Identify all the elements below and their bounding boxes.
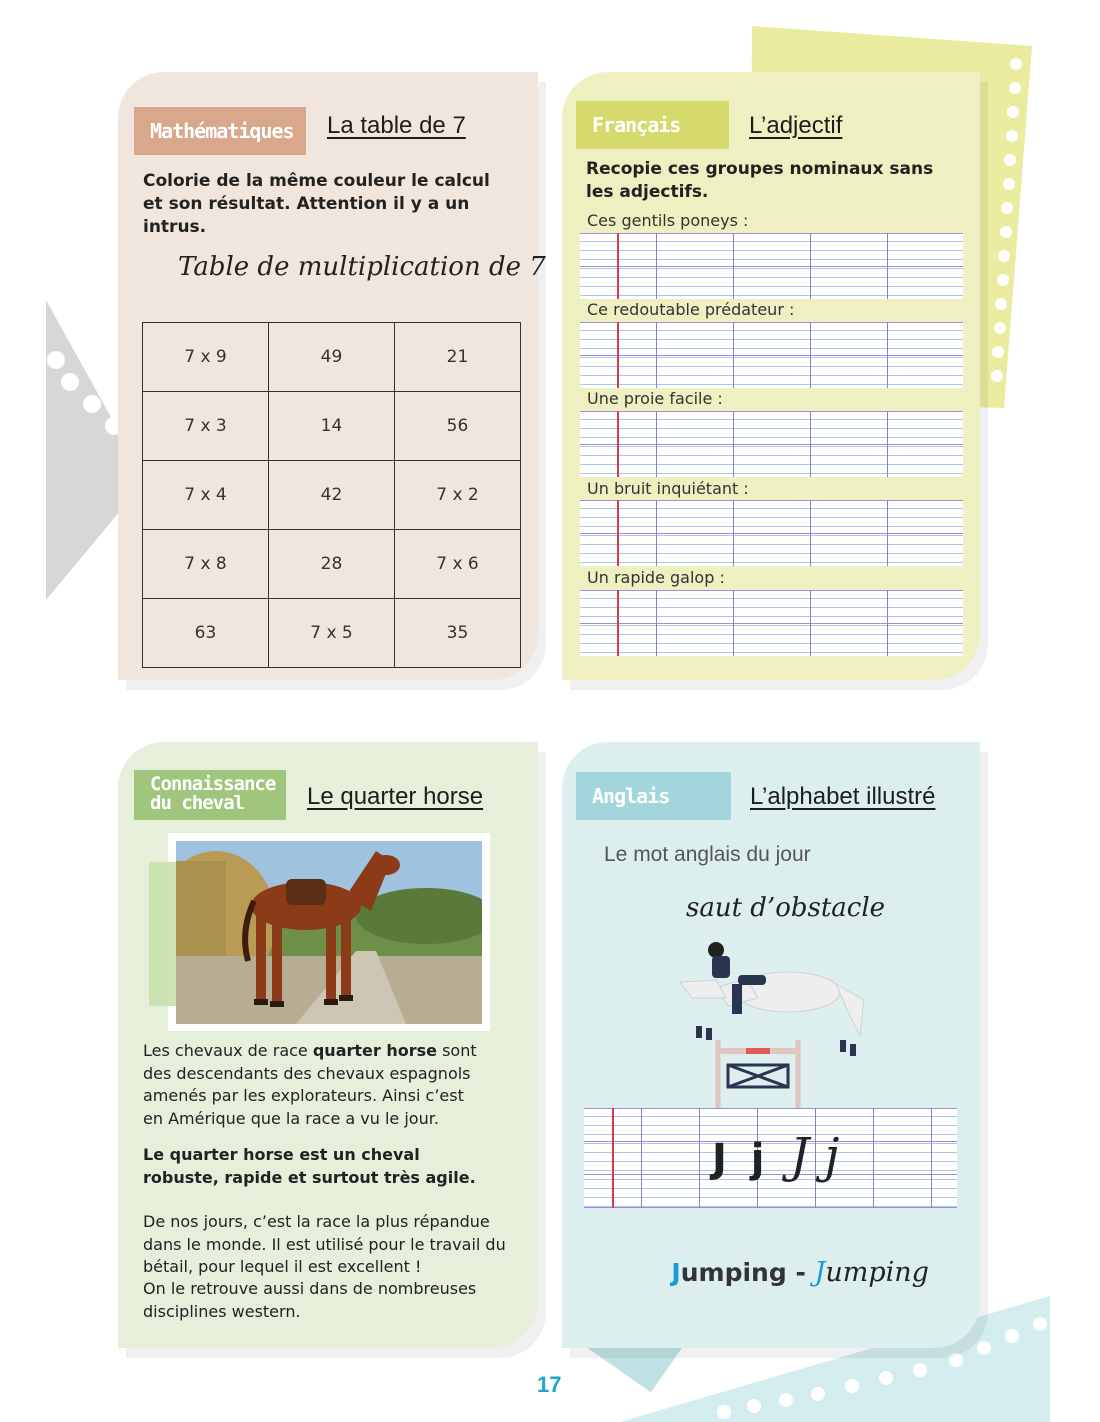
page-number: 17 (537, 1372, 562, 1397)
francais-prompt-2: Ce redoutable prédateur : (587, 300, 795, 319)
cheval-paragraph-4: On le retrouve aussi dans de nombreuses disciplines western. (143, 1279, 477, 1321)
table-cell[interactable]: 7 x 5 (269, 599, 395, 668)
multiplication-table (142, 322, 521, 668)
horse-photo (176, 841, 482, 1024)
table-row (143, 392, 521, 461)
cheval-tag-line2: du cheval (150, 792, 244, 814)
anglais-subject-tag: Anglais (576, 772, 731, 820)
francais-prompt-4: Un bruit inquiétant : (587, 479, 749, 498)
table-row (143, 323, 521, 392)
table-cell[interactable]: 49 (269, 323, 395, 392)
francais-prompt-5: Un rapide galop : (587, 568, 725, 587)
english-word (654, 1228, 929, 1288)
letters-print: J j (712, 1136, 765, 1182)
table-row (143, 530, 521, 599)
cheval-paragraph-1 (143, 1040, 488, 1130)
francais-prompt-3: Une proie facile : (587, 389, 723, 408)
writing-lines[interactable] (580, 500, 963, 566)
writing-lines[interactable] (580, 233, 963, 299)
cheval-paragraph-3: De nos jours, c’est la race la plus répandue dans le monde. Il est utilisé pour le travail du bétail, pour lequel il est excellent ! (143, 1212, 506, 1276)
table-cell[interactable]: 14 (269, 392, 395, 461)
table-cell[interactable]: 42 (269, 461, 395, 530)
table-cell[interactable]: 7 x 4 (143, 461, 269, 530)
francais-prompt-1: Ces gentils poneys : (587, 211, 749, 230)
math-table-title: Table de multiplication de 7 (178, 252, 546, 282)
cheval-tag-line1: Connaissance (150, 773, 276, 795)
word-first-letter: J (671, 1258, 681, 1287)
writing-lines[interactable] (580, 322, 963, 388)
table-cell[interactable]: 7 x 8 (143, 530, 269, 599)
table-cell[interactable]: 7 x 6 (395, 530, 521, 599)
francais-instruction: Recopie ces groupes nominaux sans les adjectifs. (586, 159, 934, 202)
text-span: Les chevaux de race (143, 1041, 313, 1060)
writing-lines[interactable] (580, 411, 963, 477)
word-rest: umping - (680, 1258, 815, 1287)
table-cell[interactable]: 63 (143, 599, 269, 668)
cheval-paragraph-2: Le quarter horse est un cheval robuste, rapide et surtout très agile. (143, 1145, 476, 1187)
word-cursive-first-letter: J (814, 1257, 826, 1288)
francais-title: L’adjectif (749, 112, 843, 139)
table-cell[interactable]: 7 x 3 (143, 392, 269, 461)
show-jumping-illustration (668, 940, 868, 1120)
table-cell[interactable]: 56 (395, 392, 521, 461)
letter-writing-lines (584, 1108, 957, 1208)
text-span: sont des descendants des chevaux espagnols amenés par les explorateurs. Ainsi c’est en Amérique que la race a vu le jour. (143, 1041, 477, 1128)
anglais-title: L’alphabet illustré (750, 783, 936, 810)
table-row (143, 461, 521, 530)
word-cursive-rest: umping (825, 1257, 929, 1288)
table-cell[interactable]: 28 (269, 530, 395, 599)
math-title: La table de 7 (327, 112, 466, 139)
text-bold-span: quarter horse (312, 1041, 437, 1060)
table-cell[interactable]: 7 x 9 (143, 323, 269, 392)
math-instruction: Colorie de la même couleur le calcul et son résultat. Attention il y a un intrus. (143, 171, 490, 237)
table-cell[interactable]: 35 (395, 599, 521, 668)
francais-subject-tag: Français (576, 101, 729, 149)
table-cell[interactable]: 7 x 2 (395, 461, 521, 530)
word-cursive (815, 1257, 929, 1288)
table-cell[interactable]: 21 (395, 323, 521, 392)
letters-cursive: J j (790, 1128, 840, 1184)
table-row (143, 599, 521, 668)
anglais-subtitle: Le mot anglais du jour (604, 843, 811, 866)
writing-lines[interactable] (580, 590, 963, 656)
anglais-french-word: saut d’obstacle (686, 893, 886, 923)
math-subject-tag: Mathématiques (134, 107, 306, 155)
cheval-title: Le quarter horse (307, 783, 484, 810)
cheval-subject-tag (134, 770, 286, 820)
